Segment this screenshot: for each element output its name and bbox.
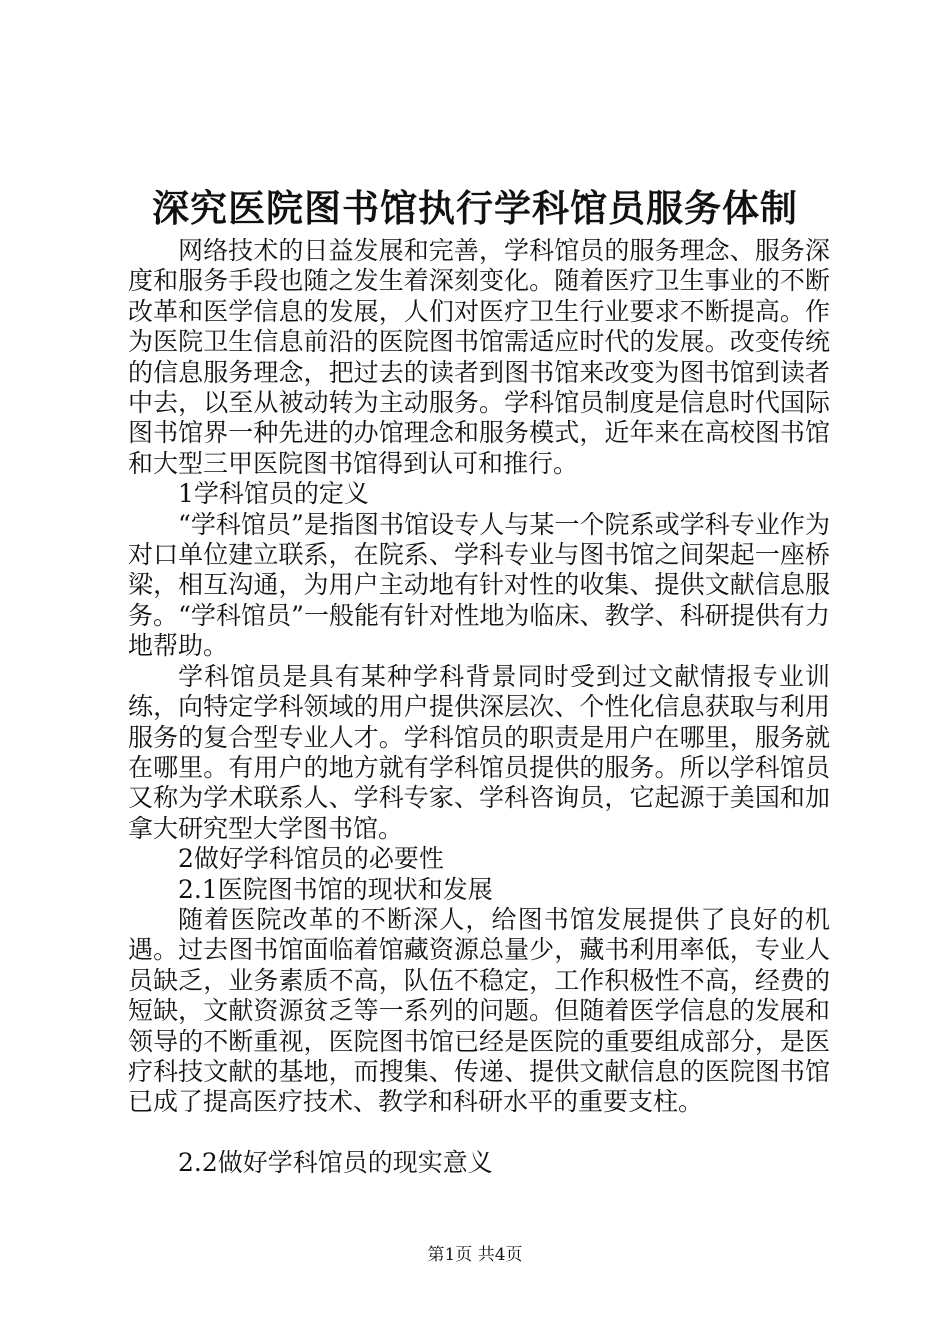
paragraph-librarian-role: 学科馆员是具有某种学科背景同时受到过文献情报专业训练，向特定学科领域的用户提供深层次、个性化信息获取与利用服务的复合型专业人才。学科馆员的职责是用户在哪里，服务就在哪里。有用户的地方就有学科馆员提供的服务。所以学科馆员又称为学术联系人、学科专家、学科咨询员，它起源于美国和加拿大研究型大学图书馆。 [128,661,830,843]
page-footer: 第1页 共4页 [427,1245,523,1265]
section-heading-2-2: 2.2做好学科馆员的现实意义 [178,1147,493,1177]
document-title: 深究医院图书馆执行学科馆员服务体制 [152,186,798,230]
paragraph-definition: “学科馆员”是指图书馆设专人与某一个院系或学科专业作为对口单位建立联系，在院系、学科专业与图书馆之间架起一座桥梁，相互沟通，为用户主动地有针对性的收集、提供文献信息服务。“学科馆员”一般能有针对性地为临床、教学、科研提供有力地帮助。 [128,509,830,661]
section-heading-1: 1学科馆员的定义 [178,479,369,509]
paragraph-intro: 网络技术的日益发展和完善，学科馆员的服务理念、服务深度和服务手段也随之发生着深刻变化。随着医疗卫生事业的不断改革和医学信息的发展，人们对医疗卫生行业要求不断提高。作为医院卫生信息前沿的医院图书馆需适应时代的发展。改变传统的信息服务理念，把过去的读者到图书馆来改变为图书馆到读者中去，以至从被动转为主动服务。学科馆员制度是信息时代国际图书馆界一种先进的办馆理念和服务模式，近年来在高校图书馆和大型三甲医院图书馆得到认可和推行。 [128,236,830,478]
section-heading-2: 2做好学科馆员的必要性 [178,844,444,874]
paragraph-status-development: 随着医院改革的不断深人，给图书馆发展提供了良好的机遇。过去图书馆面临着馆藏资源总量少，藏书利用率低，专业人员缺乏，业务素质不高，队伍不稳定，工作积极性不高，经费的短缺，文献资源贫乏等一系列的问题。但随着医学信息的发展和领导的不断重视，医院图书馆已经是医院的重要组成部分，是医疗科技文献的基地，而搜集、传递、提供文献信息的医院图书馆已成了提高医疗技术、教学和科研水平的重要支柱。 [128,904,830,1117]
document-body [128,236,830,1178]
section-heading-2-1: 2.1医院图书馆的现状和发展 [178,874,493,904]
